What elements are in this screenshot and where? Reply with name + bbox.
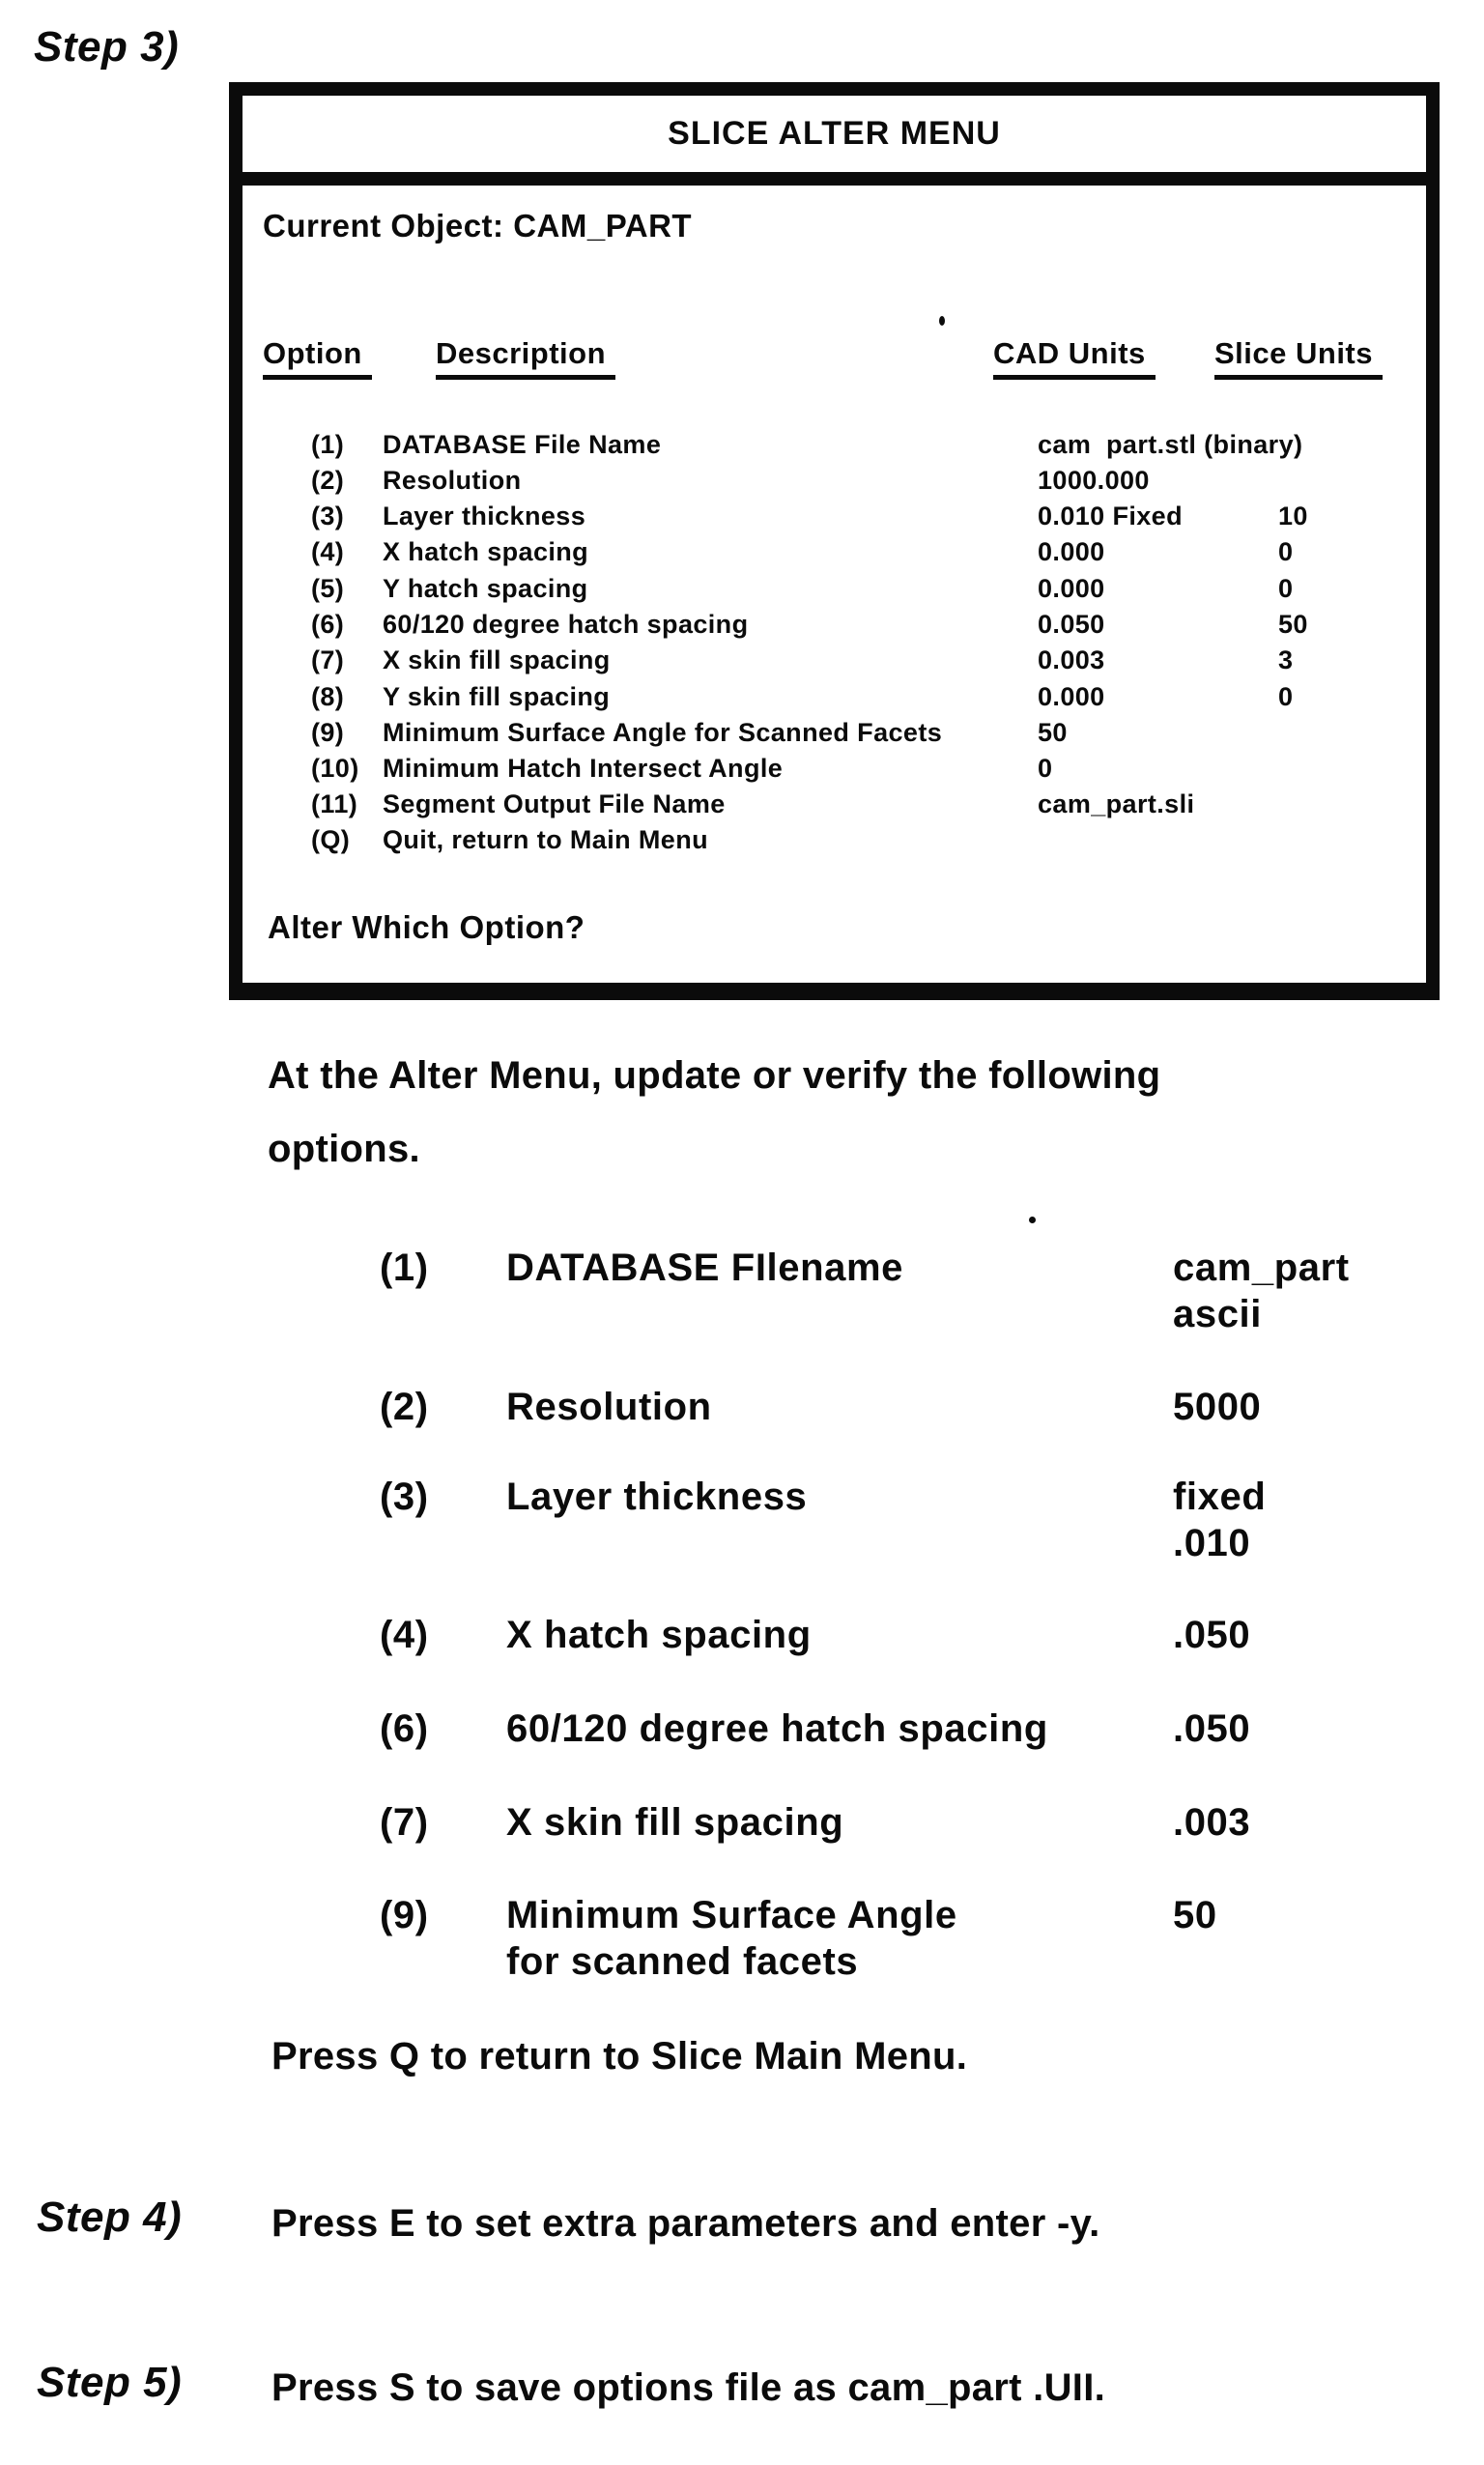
menu-row [243, 755, 1426, 790]
header-option: Option [263, 338, 372, 380]
checklist-value: .050 [1173, 1707, 1251, 1750]
checklist-desc: DATABASE FIlename [506, 1247, 904, 1289]
checklist-value: 50 [1173, 1894, 1217, 1936]
menu-row [243, 683, 1426, 719]
menu-item-number: (1) [311, 430, 345, 459]
menu-item-number: (2) [311, 466, 345, 495]
checklist-number: (4) [380, 1614, 429, 1656]
menu-item-slice: 50 [1278, 610, 1308, 639]
menu-row [243, 719, 1426, 755]
alter-prompt: Alter Which Option? [268, 909, 585, 945]
slice-alter-menu-box [229, 82, 1440, 1000]
menu-item-cad: 0 [1038, 754, 1053, 783]
menu-item-desc: Segment Output File Name [383, 789, 726, 818]
menu-row [243, 431, 1426, 467]
checklist-row [0, 1384, 1484, 1428]
checklist-number: (3) [380, 1476, 429, 1518]
menu-row [243, 467, 1426, 502]
step3-label: Step 3) [34, 23, 180, 71]
menu-item-number: (9) [311, 718, 345, 747]
menu-item-number: (5) [311, 574, 345, 603]
scan-speck [1029, 1217, 1036, 1223]
checklist-desc: X skin fill spacing [506, 1801, 844, 1844]
checklist-number: (7) [380, 1801, 429, 1844]
menu-item-desc: Y hatch spacing [383, 574, 588, 603]
checklist-desc: Resolution [506, 1386, 712, 1428]
menu-row [243, 611, 1426, 646]
checklist-number: (6) [380, 1707, 429, 1750]
menu-title: SLICE ALTER MENU [668, 115, 1001, 152]
menu-item-desc: X hatch spacing [383, 537, 589, 566]
checklist-row [0, 1892, 1484, 1983]
menu-item-number: (Q) [311, 825, 351, 854]
checklist-value: fixed .010 [1173, 1476, 1267, 1564]
menu-item-cad: cam_part.sli [1038, 789, 1195, 818]
menu-item-cad: 0.000 [1038, 574, 1105, 603]
scan-speck [939, 316, 945, 326]
header-description: Description [436, 338, 615, 380]
menu-item-slice: 0 [1278, 574, 1294, 603]
menu-item-slice: 0 [1278, 537, 1294, 566]
header-cad-units: CAD Units [993, 338, 1156, 380]
menu-item-slice: 10 [1278, 502, 1308, 530]
menu-item-number: (7) [311, 645, 345, 674]
step5-instruction: Press S to save options file as cam_part .UII. [271, 2366, 1106, 2409]
checklist-number: (2) [380, 1386, 429, 1428]
checklist-number: (9) [380, 1894, 429, 1936]
menu-item-cad: 0.050 [1038, 610, 1105, 639]
menu-item-desc: X skin fill spacing [383, 645, 611, 674]
menu-title-bar [243, 96, 1426, 186]
menu-item-number: (3) [311, 502, 345, 530]
menu-row [243, 538, 1426, 574]
menu-item-cad: 1000.000 [1038, 466, 1150, 495]
menu-item-slice: 0 [1278, 682, 1294, 711]
header-slice-units: Slice Units [1214, 338, 1383, 380]
menu-item-cad: 0.010 Fixed [1038, 502, 1183, 530]
checklist-row [0, 1474, 1484, 1564]
step5-label: Step 5) [37, 2359, 183, 2406]
checklist-value: 5000 [1173, 1386, 1262, 1428]
menu-row [243, 646, 1426, 682]
current-object-line: Current Object: CAM_PART [263, 208, 693, 244]
menu-row [243, 826, 1426, 862]
press-q-instruction: Press Q to return to Slice Main Menu. [271, 2035, 968, 2078]
menu-row [243, 575, 1426, 611]
step4-instruction: Press E to set extra parameters and enter -y. [271, 2202, 1100, 2245]
step4-label: Step 4) [37, 2193, 183, 2241]
checklist-value: .003 [1173, 1801, 1251, 1844]
checklist-desc: Layer thickness [506, 1476, 808, 1518]
checklist-row [0, 1245, 1484, 1335]
intro-line-1: At the Alter Menu, update or verify the following [268, 1054, 1161, 1097]
menu-item-number: (11) [311, 789, 358, 818]
menu-item-desc: Minimum Surface Angle for Scanned Facets [383, 718, 943, 747]
checklist-desc: X hatch spacing [506, 1614, 812, 1656]
menu-item-number: (10) [311, 754, 359, 783]
menu-item-slice: 3 [1278, 645, 1294, 674]
menu-item-number: (4) [311, 537, 345, 566]
menu-item-desc: Layer thickness [383, 502, 586, 530]
menu-item-desc: Quit, return to Main Menu [383, 825, 708, 854]
menu-item-desc: Resolution [383, 466, 522, 495]
menu-item-desc: 60/120 degree hatch spacing [383, 610, 749, 639]
checklist-row [0, 1612, 1484, 1656]
intro-line-2: options. [268, 1128, 420, 1170]
checklist-row [0, 1799, 1484, 1844]
menu-item-cad: 0.000 [1038, 537, 1105, 566]
menu-item-desc: DATABASE File Name [383, 430, 662, 459]
menu-item-cad: 50 [1038, 718, 1068, 747]
checklist-number: (1) [380, 1247, 429, 1289]
checklist-desc: Minimum Surface Angle for scanned facets [506, 1894, 957, 1983]
checklist-row [0, 1705, 1484, 1750]
menu-row [243, 502, 1426, 538]
checklist-desc: 60/120 degree hatch spacing [506, 1707, 1048, 1750]
menu-item-cad: cam part.stl (binary) [1038, 430, 1303, 459]
menu-item-cad: 0.003 [1038, 645, 1105, 674]
menu-header-row [243, 338, 1426, 383]
menu-item-number: (6) [311, 610, 345, 639]
checklist-value: cam_part ascii [1173, 1247, 1350, 1335]
menu-item-number: (8) [311, 682, 345, 711]
checklist-value: .050 [1173, 1614, 1251, 1656]
menu-item-cad: 0.000 [1038, 682, 1105, 711]
menu-row [243, 790, 1426, 826]
menu-item-desc: Minimum Hatch Intersect Angle [383, 754, 784, 783]
menu-item-desc: Y skin fill spacing [383, 682, 611, 711]
